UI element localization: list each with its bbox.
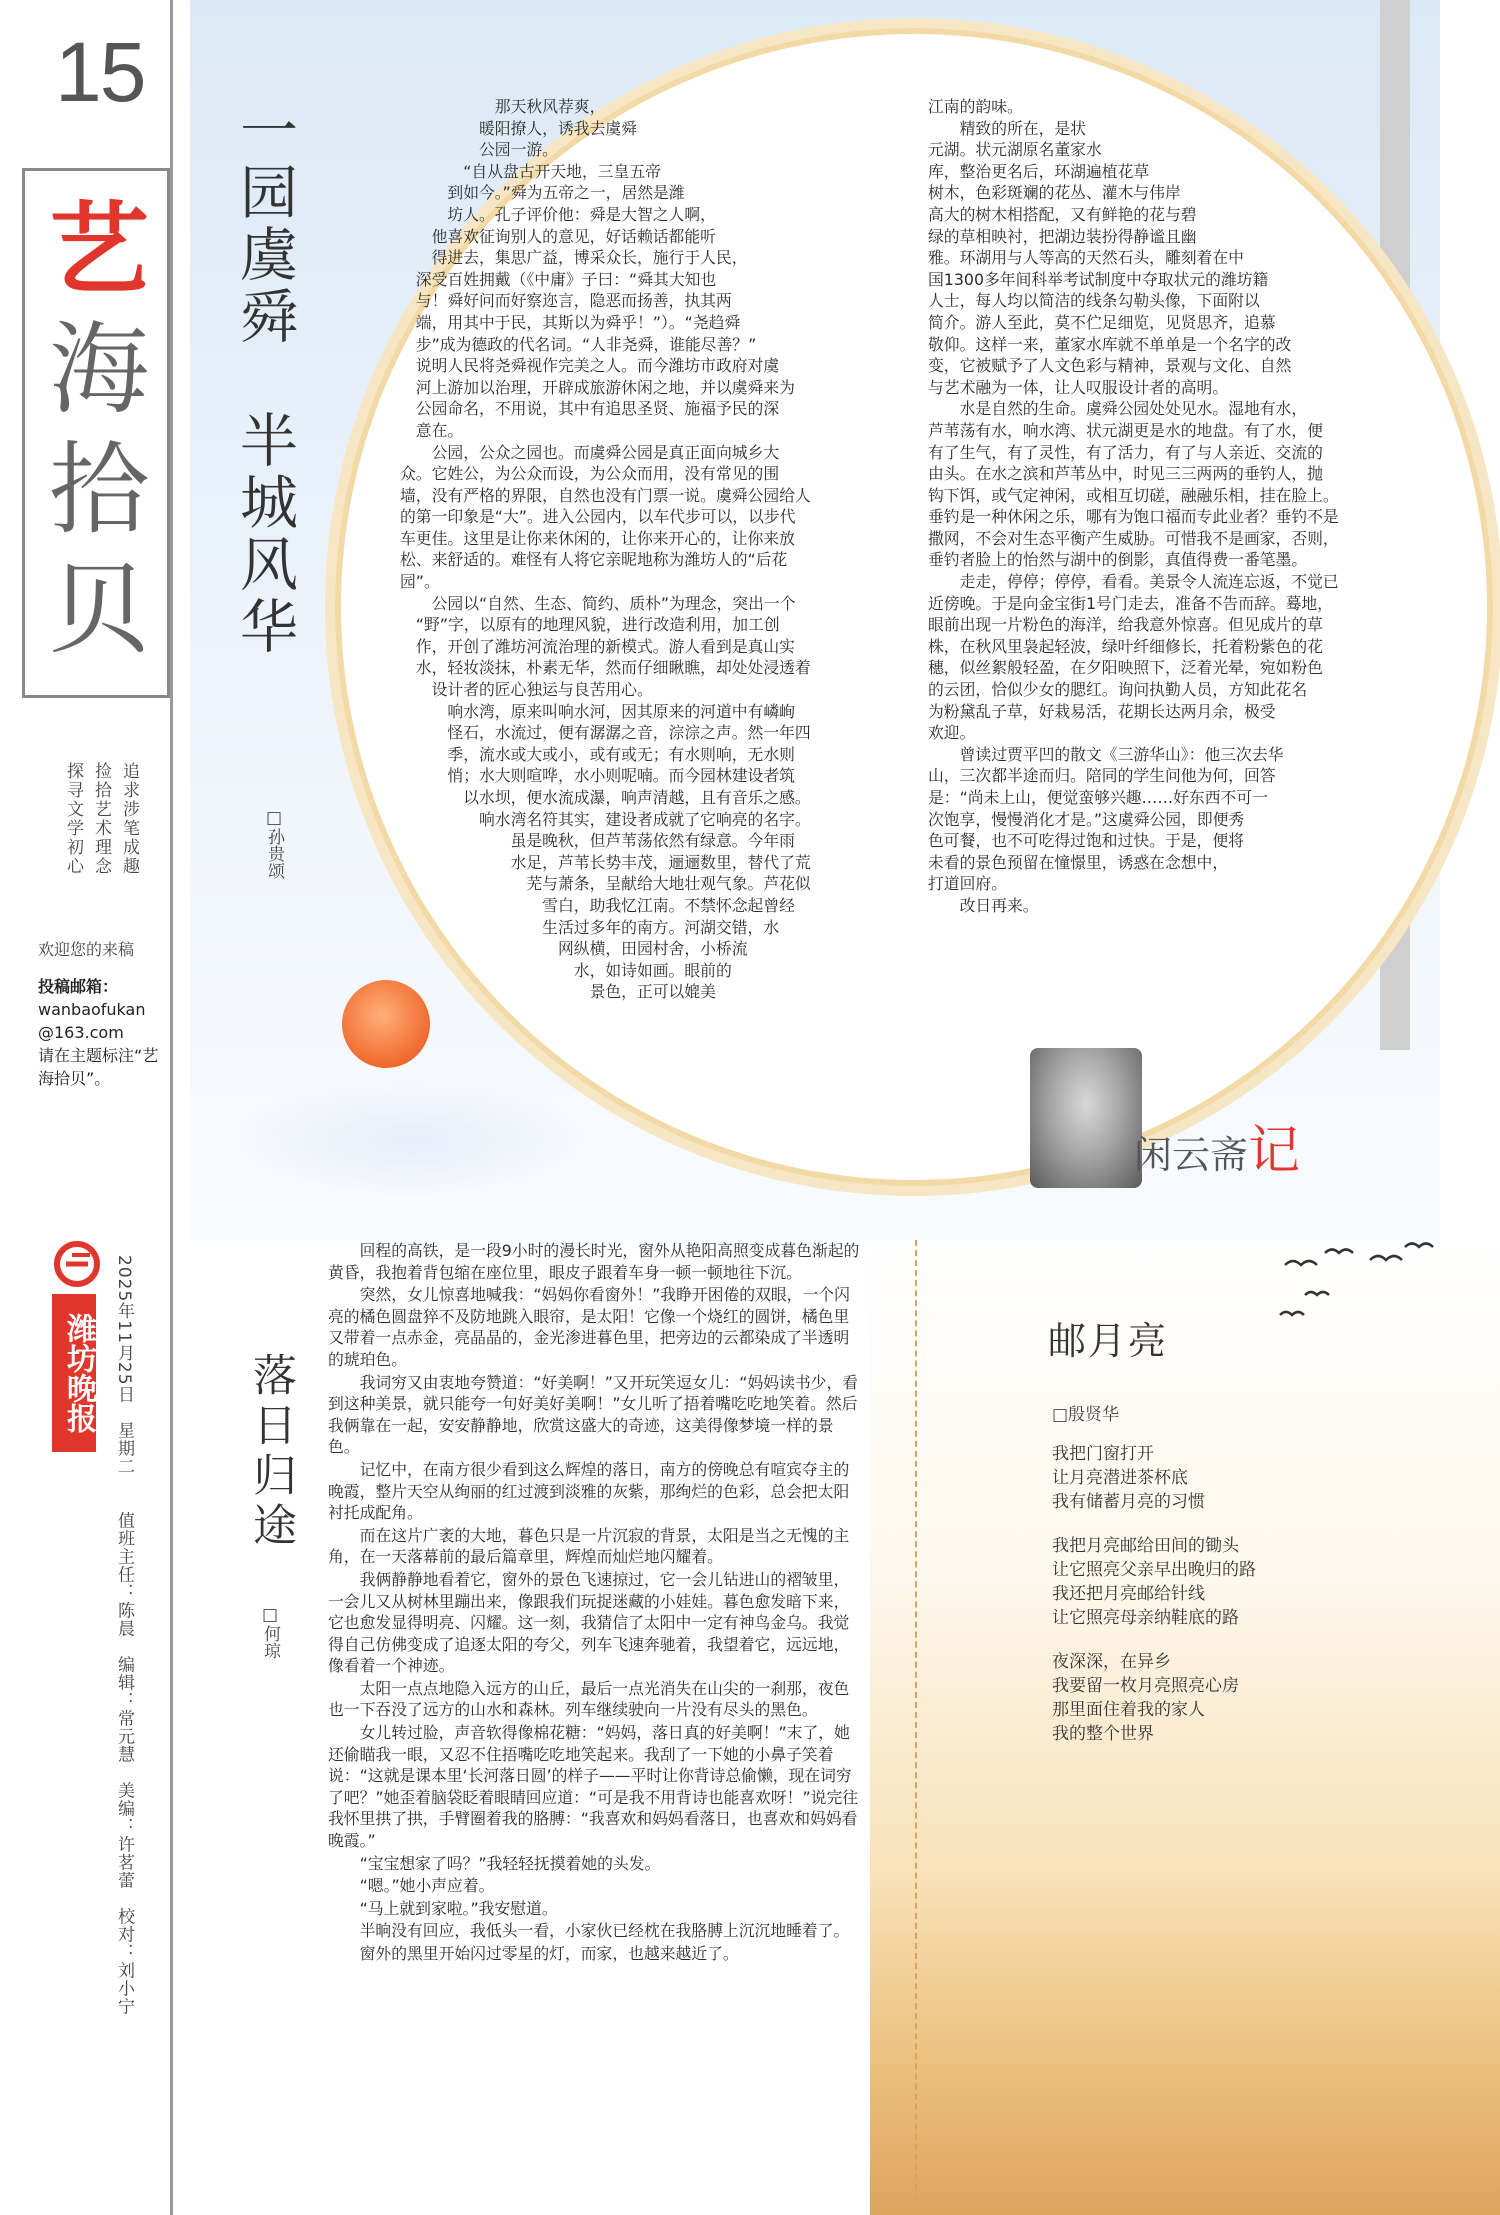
welcome-text: 欢迎您的来稿 [38,940,135,959]
article1-right-line: 垂钓是一种休闲之乐，哪有为饱口福而专此业者？垂钓不是 [928,507,1339,527]
article1-left-line: 公园，公众之园也。而虞舜公园是真正面向城乡大 [400,442,780,462]
article1-right-line: 有了生气，有了灵性，有了活力，有了与人亲近、交流的 [928,442,1323,462]
article1-right-line: 精致的所在，是状 [928,118,1086,138]
article2-author: □何琼 [260,1605,280,1659]
poem-stanza [1052,1534,1372,1630]
article1-left-line: 网纵横，田园村舍，小桥流 [400,939,748,959]
contribution-notice [38,938,173,1090]
article1-title: 一园虞舜 半城风华 [230,100,298,658]
article1-right-line: 未看的景色预留在憧憬里，诱惑在念想中， [928,852,1229,872]
article1-right-line: 库，整治更名后，环湖遍植花草 [928,161,1150,181]
article1-left-line: 公园一游。 [400,140,558,160]
poem-line: 让它照亮母亲纳鞋底的路 [1052,1608,1239,1628]
section-title-rest [49,311,149,668]
article1-right-line: 是：“尚未上山，便觉蛮够兴趣……好东西不可一 [928,788,1268,807]
section-title [25,189,173,670]
article1-left-line: 他喜欢征询别人的意见，好话赖话都能听 [400,226,716,246]
article3-title: 邮月亮 [1048,1319,1169,1363]
article2-paragraph: “马上就到家啦。”我安慰道。 [359,1898,558,1918]
article3-poem [1052,1442,1372,1766]
article1-right-line: 树木，色彩斑斓的花丛、灌木与伟岸 [928,183,1181,203]
column-badge [1030,1048,1330,1198]
article1-left-line: “野”字，以原有的地理风貌，进行改造利用，加工创 [400,615,780,635]
poem-line: 我把门窗打开 [1052,1444,1154,1464]
article1-left-line: 雪白，助我忆江南。不禁怀念起曾经 [400,895,795,915]
article2-paragraph: 而在这片广袤的大地，暮色只是一片沉寂的背景，太阳是当之无愧的主角，在一天落幕前的最后篇章里，辉煌而灿烂地闪耀着。 [328,1525,850,1567]
article1-left-line: 到如今。”舜为五帝之一，居然是潍 [400,183,685,203]
article1-right-line: 山，三次都半途而归。陪同的学生问他为何，回答 [928,766,1276,786]
article1-left-line: 响水湾，原来叫响水河，因其原来的河道中有嶙峋 [400,701,795,721]
article1-right-line: 雅。环湖用与人等高的天然石头，雕刻着在中 [928,248,1244,268]
article2-title: 落日归途 [245,1352,296,1552]
article1-left-line: 坊人。孔子评价他：舜是大智之人啊， [400,204,716,224]
article1-left-line: 虽是晚秋，但芦苇荡依然有绿意。今年雨 [400,831,795,851]
article1-left-line: 生活过多年的南方。河湖交错，水 [400,917,780,937]
poem-stanza [1052,1650,1372,1746]
article1-left-line: 松、来舒适的。难怪有人将它亲昵地称为潍坊人的“后花 [400,550,788,570]
dashed-divider [915,1240,917,2200]
motto-3: 探寻文学初心 [63,762,83,876]
article1-right-line: 垂钓者脸上的怡然与湖中的倒影，真值得费一番笔墨。 [928,550,1308,570]
article1-right-line: 近傍晚。于是向金宝街1号门走去，准备不告而辞。蓦地， [928,593,1333,613]
article1-right-line: 简介。游人至此，莫不伫足细览，见贤思齐，追慕 [928,312,1276,332]
article1-right-line: 元湖。状元湖原名董家水 [928,140,1102,160]
article1-left-line: 说明人民将尧舜视作完美之人。而今潍坊市政府对虞 [400,356,780,376]
article1-left-line: 水足，芦苇长势丰茂，逦逦数里，替代了荒 [400,852,811,872]
article2-paragraph: 记忆中，在南方很少看到这么辉煌的落日，南方的傍晚总有喧宾夺主的晚霞，整片天空从绚丽的红过渡到淡雅的灰紫，那绚烂的色彩，总会把太阳衬托成配角。 [328,1459,850,1523]
article1-right-line: 改日再来。 [928,895,1039,915]
page-number: 15 [55,25,145,119]
article1-left-line: 得进去，集思广益，博采众长，施行于人民， [400,248,748,268]
article1-left-line: 作，开创了潍坊河流治理的新模式。游人看到是真山实 [400,636,795,656]
birds-illustration [1275,1235,1445,1325]
author-portrait [1030,1048,1142,1188]
article2-paragraph: 我俩静静地看着它，窗外的景色飞速掠过，它一会儿钻进山的褶皱里，一会儿又从树林里蹦出来，像跟我们玩捉迷藏的小娃娃。暮色愈发暗下来，它也愈发显得明亮、闪耀。这一刻，我猜信了太阳中一定有神鸟金乌。我觉得自己仿佛变成了追逐太阳的夸父，列车飞速奔驰着，我望着它，远远地，像看着一个神迹。 [328,1569,850,1676]
poem-line: 我要留一枚月亮照亮心房 [1052,1676,1239,1696]
poem-line: 让它照亮父亲早出晚归的路 [1052,1560,1256,1580]
email-note: 请在主题标注“艺海拾贝”。 [38,1046,159,1088]
article1-left-line: 深受百姓拥戴（《中庸》子曰：“舜其大知也 [400,269,717,289]
newspaper-name: 潍坊晚报 [52,1294,96,1452]
article2-paragraph: 女儿转过脸，声音软得像棉花糖：“妈妈，落日真的好美啊！”末了，她还偷瞄我一眼，又忍不住捂嘴吃吃地笑起来。我刮了一下她的小鼻子笑着说：“这就是课本里‘长河落日圆’的样子——平时让你背诗总偷懒，现在词穷了吧？”她歪着脑袋眨着眼睛回应道：“可是我不用背诗也能喜欢呀！”说完往我怀里拱了拱，手臂圈着我的胳膊：“我喜欢和妈妈看落日，也喜欢和妈妈看晚霞。” [328,1723,859,1851]
article1-left-line: 步”成为德政的代名词。“人非尧舜，谁能尽善？” [400,334,757,354]
article1-right-line: 次饱享，慢慢消化才是。”这虞舜公园，即便秀 [928,809,1245,829]
column-name: 闲云斋记 [1134,1121,1301,1181]
article2-paragraph: “嗯。”她小声应着。 [359,1876,495,1896]
poem-line: 我的整个世界 [1052,1724,1154,1744]
article1-left-line: 园”。 [400,572,440,592]
article1-left-line: 响水湾名符其实，建设者成就了它响亮的名字。 [400,809,811,829]
poem-line: 我把月亮邮给田间的锄头 [1052,1536,1239,1556]
article2-paragraph: 突然，女儿惊喜地喊我：“妈妈你看窗外！”我睁开困倦的双眼，一个闪亮的橘色圆盘猝不及防地跳入眼帘，是太阳！它像一个烧红的圆饼，橘色里又带着一点赤金，亮晶晶的，金光渗进暮色里，把旁边的云都染成了半透明的琥珀色。 [328,1285,850,1369]
section-title-first: 艺 [49,190,149,308]
article1-right-line: 撒网，不会对生态平衡产生威胁。可惜我不是画家，否则， [928,528,1339,548]
article1-left-line: 端，用其中于民，其斯以为舜乎！”）。“尧趋舜 [400,312,741,332]
poem-line: 我还把月亮邮给针线 [1052,1584,1205,1604]
article2-body [328,1240,864,2200]
article1-right-line: 打道回府。 [928,874,1007,894]
colophon: 2025年11月25日 星期二 值班主任：陈晨 编辑：常元慧 美编：许茗蕾 校对：刘小宁 [114,1255,134,2016]
email-label: 投稿邮箱： [38,977,119,996]
article1-right-line: 株，在秋风里袅起轻波，绿叶纤细修长，托着粉紫色的花 [928,636,1323,656]
article1-right-line: 变，它被赋予了人文色彩与精神，景观与文化、自然 [928,356,1292,376]
article1-left-line: 设计者的匠心独运与良苦用心。 [400,680,653,700]
poem-line: 夜深深，在异乡 [1052,1652,1171,1672]
article1-left-line: 季，流水或大或小，或有或无；有水则响，无水则 [400,744,795,764]
article1-right-line: 绿的草相映衬，把湖边装扮得静谧且幽 [928,226,1197,246]
article2-paragraph: 半晌没有回应，我低头一看，小家伙已经枕在我胳膊上沉沉地睡着了。 [359,1921,850,1941]
article1-left-line: 芜与萧条，呈献给大地壮观气象。芦花似 [400,874,811,894]
article1-left-line: 公园命名，不用说，其中有追思圣贤、施福予民的深 [400,399,780,419]
article1-left-line: 悄；水大则喧哗，水小则呢喃。而今园林建设者筑 [400,766,795,786]
article1-left-line: 与！舜好问而好察迩言，隐恶而扬善，执其两 [400,291,732,311]
article3-author: □殷贤华 [1052,1405,1120,1425]
article1-right-line: 敬仰。这样一来，董家水库就不单单是一个名字的改 [928,334,1292,354]
article1-left-line: 车更佳。这里是让你来休闲的，让你来开心的，让你来放 [400,528,795,548]
article1-right-line: 人士，每人均以简洁的线条勾勒头像，下面附以 [928,291,1260,311]
article1-right-line: 色可餐，也不可吃得过饱和过快。于是，便将 [928,831,1244,851]
article2-paragraph: 窗外的黑里开始闪过零星的灯，而家，也越来越近了。 [359,1944,739,1963]
article1-right-line: 为粉黛乱子草，好栽易活，花期长达两月余，极受 [928,701,1276,721]
article1-right-line: 由头。在水之滨和芦苇丛中，时见三三两两的垂钓人，抛 [928,464,1323,484]
article2-paragraph: 回程的高铁，是一段9小时的漫长时光，窗外从艳阳高照变成暮色渐起的黄昏，我抱着背包缩在座位里，眼皮子跟着车身一顿一顿地往下沉。 [328,1241,860,1282]
article1-right-line: 走走，停停；停停，看看。美景令人流连忘返，不觉已 [928,572,1339,592]
article1-right-line: 穗，似丝絮般轻盈，在夕阳映照下，泛着光晕，宛如粉色 [928,658,1323,678]
article1-right-line: 与艺术融为一体，让人叹服设计者的高明。 [928,377,1229,397]
newspaper-logo [52,1240,102,1452]
section-masthead [22,168,170,698]
article1-left-line: 公园以“自然、生态、简约、质朴”为理念，突出一个 [400,593,796,613]
article1-author: □孙贵颂 [264,808,284,879]
article1-left-line: 的第一印象是“大”。进入公园内，以车代步可以，以步代 [400,507,796,527]
article1-right-line: 的云团，恰似少女的腮红。询问执勤人员，方知此花名 [928,680,1308,700]
article1-left-line: 意在。 [400,420,464,440]
article1-left-line: 怪石，水流过，便有潺潺之音，淙淙之声。然一年四 [400,723,811,743]
article1-left-line: 墙，没有严格的界限，自然也没有门票一说。虞舜公园给人 [400,485,811,505]
article1-left-line: 以水坝，便水流成瀑，响声清越，且有音乐之感。 [400,788,811,807]
article1-left-line: 暖阳撩人，诱我去虞舜 [400,118,637,138]
article1-right-line: 欢迎。 [928,723,976,743]
article1-right-line: 眼前出现一片粉色的海洋，给我意外惊喜。但见成片的草 [928,615,1323,635]
article1-left-line: 众。它姓公，为公众而设，为公众而用，没有常见的围 [400,464,780,484]
article1-body-right [928,96,1448,1026]
email-line-1[interactable]: wanbaofukan [38,1000,146,1019]
article1-left-line: 河上游加以治理，开辟成旅游休闲之地，并以虞舜来为 [400,377,795,397]
article1-right-line: 钩下饵，或气定神闲，或相互切磋，融融乐相，挂在脸上。 [928,485,1339,505]
article2-paragraph: “宝宝想家了吗？”我轻轻抚摸着她的头发。 [359,1853,661,1873]
poem-stanza [1052,1442,1372,1514]
article1-left-line: “自从盘古开天地，三皇五帝 [400,161,661,181]
section-title-rest-text: 海 拾 贝 [49,311,149,668]
article1-right-line: 国1300多年间科举考试制度中夺取状元的潍坊籍 [928,269,1269,289]
article1-body-left [400,96,898,1196]
motto-1: 追求涉笔成趣 [119,762,139,876]
poem-line: 那里面住着我的家人 [1052,1700,1205,1720]
article1-right-line: 高大的树木相搭配，又有鲜艳的花与碧 [928,204,1197,224]
poem-line: 让月亮潜进茶杯底 [1052,1468,1188,1488]
article1-right-line: 曾读过贾平凹的散文《三游华山》：他三次去华 [928,744,1284,764]
article1-right-line: 江南的韵味。 [928,97,1023,116]
article1-left-line: 景色，正可以媲美 [400,982,716,1002]
email-line-2[interactable]: @163.com [38,1023,124,1042]
article1-left-line: 水，如诗如画。眼前的 [400,960,732,980]
article1-left-line: 水，轻妆淡抹，朴素无华，然而仔细瞅瞧，却处处浸透着 [400,658,811,678]
article1-left-line: 那天秋风荐爽， [400,97,606,116]
article2-paragraph: 太阳一点点地隐入远方的山丘，最后一点光消失在山尖的一刹那，夜色也一下吞没了远方的山水和森林。列车继续驶向一片没有尽头的黑色。 [328,1678,850,1720]
article2-paragraph: 我词穷又由衷地夸赞道：“好美啊！”又开玩笑逗女儿：“妈妈读书少，看到这种美景，就只能夸一句好美好美啊！”女儿听了捂着嘴吃吃地笑着。然后我俩靠在一起，安安静静地，欣赏这盛大的奇迹，这美得像梦境一样的景色。 [328,1372,859,1457]
article1-right-line: 水是自然的生命。虞舜公园处处见水。湿地有水， [928,399,1308,419]
newspaper-emblem-icon [52,1240,102,1288]
article1-right-line: 芦苇荡有水，响水湾、状元湖更是水的地盘。有了水，便 [928,420,1323,440]
poem-line: 我有储蓄月亮的习惯 [1052,1492,1205,1512]
motto-2: 捡拾艺术理念 [91,762,111,876]
